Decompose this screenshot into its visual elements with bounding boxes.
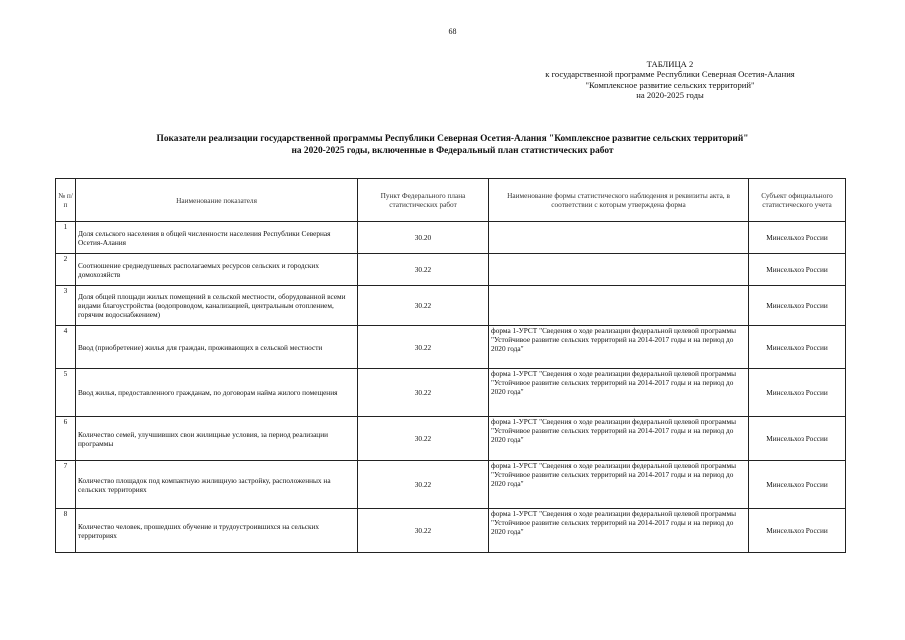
indicator-name: Количество человек, прошедших обучение и трудоустроившихся на сельских территориях [76,509,358,553]
form-name: форма 1-УРСТ "Сведения о ходе реализации федеральной целевой программы "Устойчивое развитие сельских территорий на 2014-2017 годы и на период до 2020 года" [489,369,749,417]
indicator-name: Количество площадок под компактную жилищную застройку, расположенных на сельских территориях [76,461,358,509]
row-number: 5 [56,369,76,417]
header-form-name: Наименование формы статистического наблюдения и реквизиты акта, в соответствии с которым утверждена форма [489,179,749,222]
plan-point: 30.20 [358,222,489,254]
table-row [56,326,846,369]
subject: Минсельхоз России [749,461,846,509]
table-row [56,286,846,326]
subject: Минсельхоз России [749,326,846,369]
form-name [489,254,749,286]
row-number: 4 [56,326,76,369]
table-row [56,417,846,461]
subject: Минсельхоз России [749,369,846,417]
row-number: 1 [56,222,76,254]
indicator-name: Доля сельского населения в общей численности населения Республики Северная Осетия-Алания [76,222,358,254]
appendix-program-name: "Комплексное развитие сельских территорий" [585,79,755,90]
form-name [489,286,749,326]
row-number: 6 [56,417,76,461]
subject: Минсельхоз России [749,254,846,286]
table-body [56,222,846,553]
subject: Минсельхоз России [749,286,846,326]
table-row [56,254,846,286]
indicator-name: Ввод (приобретение) жилья для граждан, проживающих в сельской местности [76,326,358,369]
indicators-table [55,178,846,553]
header-indicator-name: Наименование показателя [76,179,358,222]
indicator-name: Количество семей, улучшивших свои жилищные условия, за период реализации программы [76,417,358,461]
plan-point: 30.22 [358,461,489,509]
plan-point: 30.22 [358,509,489,553]
row-number: 8 [56,509,76,553]
table-row [56,509,846,553]
document-title-line-1: Показатели реализации государственной программы Республики Северная Осетия-Алания "Комплексное развитие сельских территорий" [156,134,749,144]
form-name [489,222,749,254]
form-name: форма 1-УРСТ "Сведения о ходе реализации федеральной целевой программы "Устойчивое развитие сельских территорий на 2014-2017 годы и на период до 2020 года" [489,326,749,369]
plan-point: 30.22 [358,369,489,417]
row-number: 2 [56,254,76,286]
plan-point: 30.22 [358,254,489,286]
table-row [56,369,846,417]
subject: Минсельхоз России [749,509,846,553]
plan-point: 30.22 [358,326,489,369]
header-subject: Субъект официального статистического учета [749,179,846,222]
appendix-years: на 2020-2025 годы [636,90,704,101]
table-row [56,222,846,254]
row-number: 7 [56,461,76,509]
appendix-table-label: ТАБЛИЦА 2 [646,59,694,69]
form-name: форма 1-УРСТ "Сведения о ходе реализации федеральной целевой программы "Устойчивое развитие сельских территорий на 2014-2017 годы и на период до 2020 года" [489,509,749,553]
indicator-name: Доля общей площади жилых помещений в сельской местности, оборудованной всеми видами благоустройства (водопроводом, канализацией, центральным отоплением, горячим водоснабжением) [76,286,358,326]
plan-point: 30.22 [358,417,489,461]
form-name: форма 1-УРСТ "Сведения о ходе реализации федеральной целевой программы "Устойчивое развитие сельских территорий на 2014-2017 годы и на период до 2020 года" [489,417,749,461]
appendix-program-line: к государственной программе Республики Северная Осетия-Алания [545,69,795,80]
table-header-row [56,179,846,222]
table-row [56,461,846,509]
header-plan-point: Пункт Федерального плана статистических работ [358,179,489,222]
appendix-block [470,59,870,101]
subject: Минсельхоз России [749,222,846,254]
document-title-line-2: на 2020-2025 годы, включенные в Федеральный план статистических работ [291,145,614,156]
page-number: 68 [448,27,457,36]
header-number: № п/п [56,179,76,222]
plan-point: 30.22 [358,286,489,326]
indicator-name: Ввод жилья, предоставленного гражданам, по договорам найма жилого помещения [76,369,358,417]
document-title [60,134,845,157]
indicator-name: Соотношение среднедушевых располагаемых ресурсов сельских и городских домохозяйств [76,254,358,286]
form-name: форма 1-УРСТ "Сведения о ходе реализации федеральной целевой программы "Устойчивое развитие сельских территорий на 2014-2017 годы и на период до 2020 года" [489,461,749,509]
subject: Минсельхоз России [749,417,846,461]
row-number: 3 [56,286,76,326]
